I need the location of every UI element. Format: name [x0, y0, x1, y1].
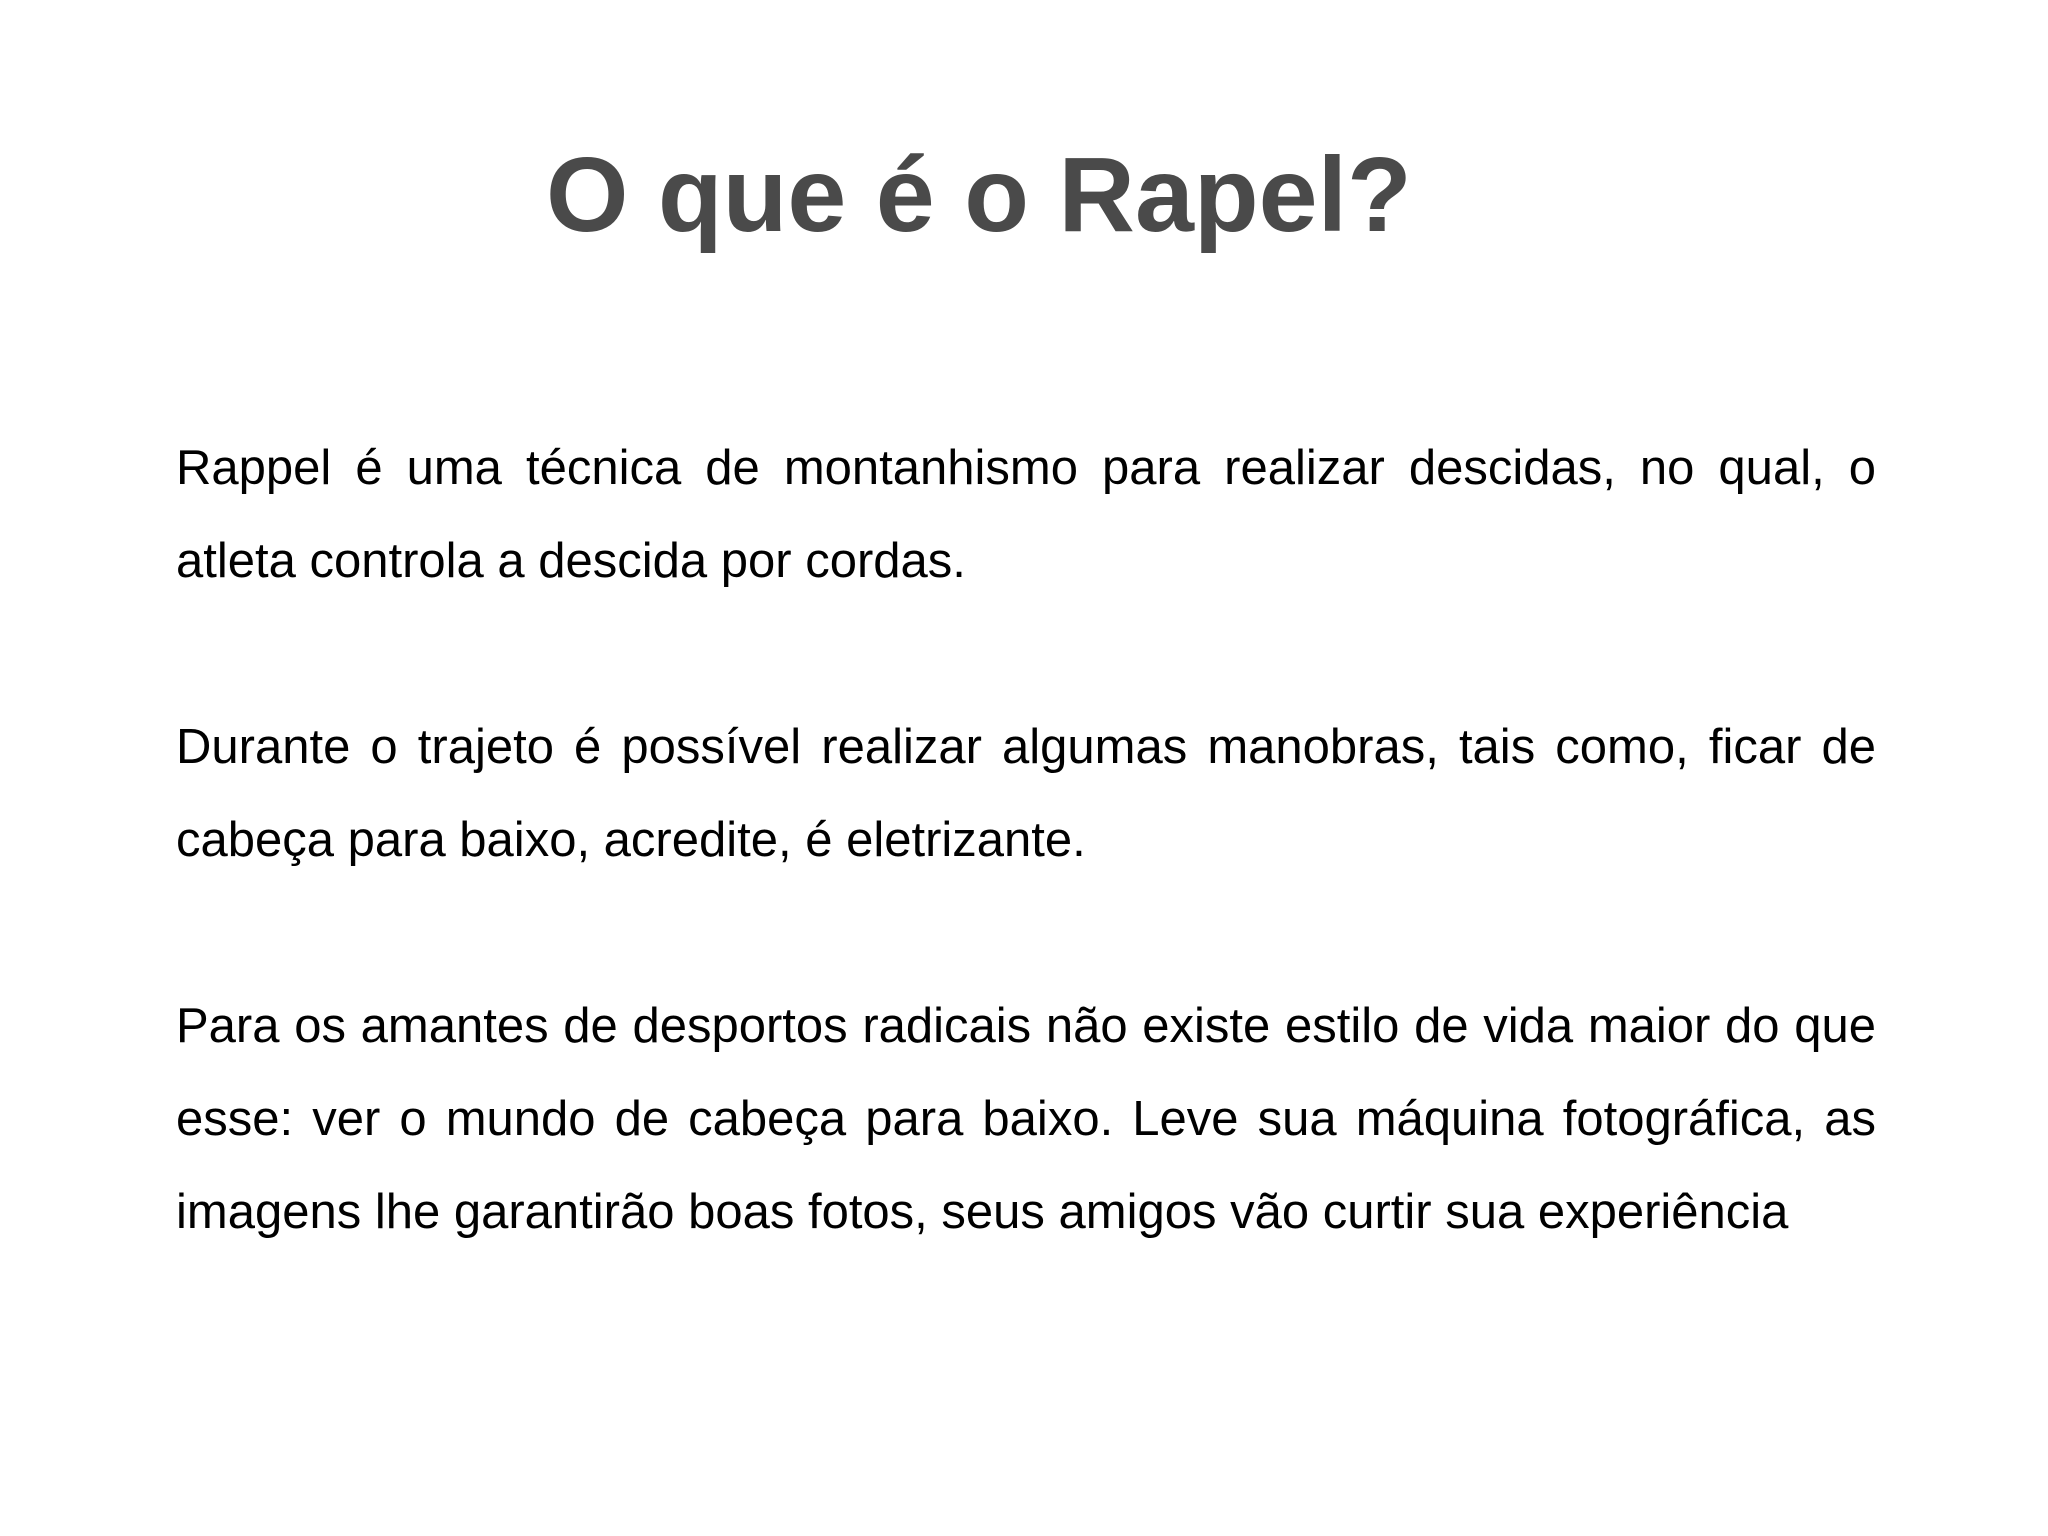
slide-title: O que é o Rapel?: [546, 136, 1412, 254]
slide-body: [176, 422, 1876, 1259]
paragraph-maneuvers: Durante o trajeto é possível realizar algumas manobras, tais como, ficar de cabeça para baixo, acredite, é eletrizante.: [176, 720, 1876, 867]
paragraph-experience: Para os amantes de desportos radicais não existe estilo de vida maior do que esse: ver o mundo de cabeça para baixo. Leve sua máquina fotográfica, as imagens lhe garantirão boas fotos, seus amigos vão curtir sua experiência: [176, 999, 1876, 1239]
paragraph-definition: Rappel é uma técnica de montanhismo para realizar descidas, no qual, o atleta controla a descida por cordas.: [176, 441, 1876, 588]
